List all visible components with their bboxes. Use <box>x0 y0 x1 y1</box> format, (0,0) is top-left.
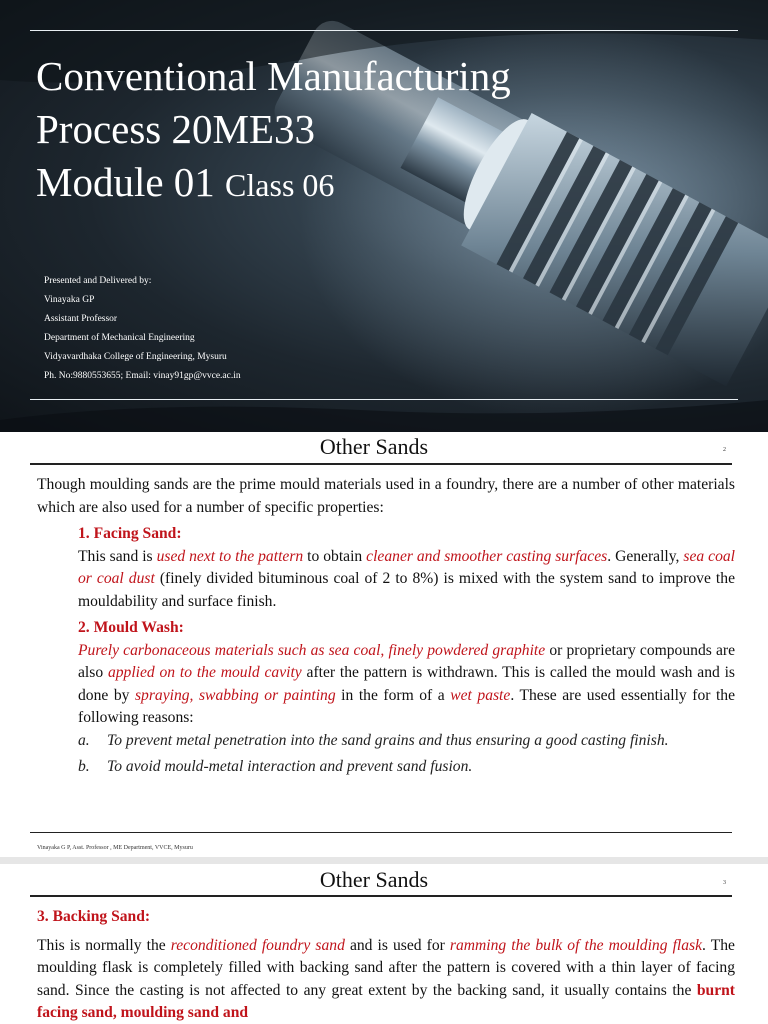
bottom-rule <box>30 399 738 400</box>
facing-sand-paragraph: This sand is used next to the pattern to obtain cleaner and smoother casting surfaces. Generally, sea coal or coal dust (finely divided bituminous coal of 2 to 8%) is mixed with the system sand to improve the mouldability and surface finish. <box>78 547 735 610</box>
slide-title: Other Sands <box>319 867 429 892</box>
slide-footer: Vinayaka G P, Asst. Professor , ME Department, VVCE, Mysuru <box>37 845 193 851</box>
presenter-college: Vidyavardhaka College of Engineering, Mysuru <box>44 352 227 362</box>
top-rule <box>30 30 738 31</box>
presenter-name: Vinayaka GP <box>44 295 95 305</box>
list-item: b. To avoid mould-metal interaction and prevent sand fusion. <box>78 758 473 775</box>
reasons-list <box>37 730 735 779</box>
page-number: 3 <box>723 880 726 886</box>
title-rule <box>30 463 732 465</box>
slide-body <box>37 906 735 1024</box>
presenter-contact: Ph. No:9880553655; Email: vinay91gp@vvce.ac.in <box>44 371 241 381</box>
intro-paragraph: Though moulding sands are the prime mould materials used in a foundry, there are a number of other materials which are also used for a number of specific properties: <box>37 476 735 516</box>
presenter-line: Presented and Delivered by: <box>44 276 152 286</box>
presenter-department: Department of Mechanical Engineering <box>44 333 195 343</box>
title-slide <box>0 0 768 432</box>
presentation-title: Conventional Manufacturing Process 20ME33 Module 01 Class 06 <box>36 53 511 205</box>
slide-body <box>37 474 735 779</box>
backing-sand-heading: 3. Backing Sand: <box>37 908 151 925</box>
title-rule <box>30 895 732 897</box>
footer-rule <box>30 832 732 833</box>
facing-sand-heading: 1. Facing Sand: <box>78 525 182 542</box>
slide-title: Other Sands <box>319 434 429 459</box>
presenter-designation: Assistant Professor <box>44 314 118 324</box>
slide-other-sands-2 <box>0 864 768 1024</box>
backing-sand-paragraph: This is normally the reconditioned foundry sand and is used for ramming the bulk of the moulding flask. The moulding flask is completely filled with backing sand after the pattern is covered with a thin layer of facing sand. Since the casting is not affected to any great extent by the backing sand, it usually contains the burnt facing sand, moulding sand and <box>37 936 735 1021</box>
presenter-details <box>44 272 241 386</box>
mould-wash-paragraph: Purely carbonaceous materials such as sea coal, finely powdered graphite or proprietary compounds are also applied on to the mould cavity after the pattern is withdrawn. This is called the mould wash and is done by spraying, swabbing or painting in the form of a wet paste. These are used essentially for the following reasons: <box>78 641 736 726</box>
list-item: a. To prevent metal penetration into the sand grains and thus ensuring a good casting finish. <box>78 731 669 749</box>
slide-other-sands-1 <box>0 432 768 864</box>
mould-wash-heading: 2. Mould Wash: <box>78 619 184 636</box>
page-number: 2 <box>723 447 726 453</box>
